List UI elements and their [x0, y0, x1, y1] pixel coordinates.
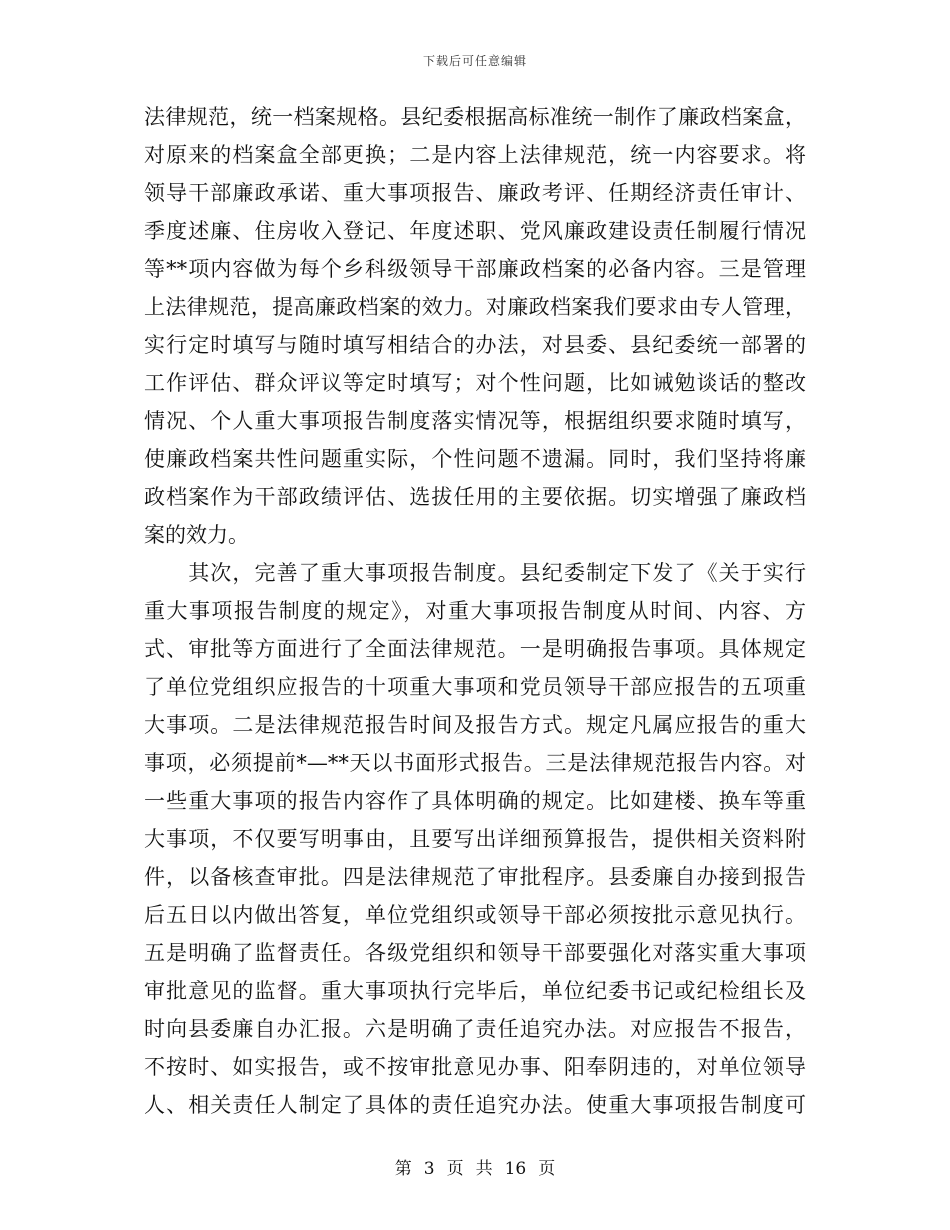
text-line: 等**项内容做为每个乡科级领导干部廉政档案的必备内容。三是管理 [144, 257, 806, 281]
page-footer [0, 1154, 950, 1179]
text-line: 法律规范，统一档案规格。县纪委根据高标准统一制作了廉政档案盒， [144, 105, 806, 129]
footer-suffix: 页 [538, 1159, 556, 1179]
text-line: 上法律规范，提高廉政档案的效力。对廉政档案我们要求由专人管理， [144, 295, 806, 319]
text-line: 一些重大事项的报告内容作了具体明确的规定。比如建楼、换车等重 [144, 789, 806, 813]
text-line: 不按时、如实报告，或不按审批意见办事、阳奉阴违的，对单位领导 [144, 1055, 806, 1079]
text-line: 领导干部廉政承诺、重大事项报告、廉政考评、任期经济责任审计、 [144, 181, 806, 205]
text-line: 审批意见的监督。重大事项执行完毕后，单位纪委书记或纪检组长及 [144, 979, 806, 1003]
text-line: 实行定时填写与随时填写相结合的办法，对县委、县纪委统一部署的 [144, 333, 806, 357]
page-number: 3 [423, 1159, 435, 1179]
text-line: 人、相关责任人制定了具体的责任追究办法。使重大事项报告制度可 [144, 1093, 806, 1117]
text-line: 后五日以内做出答复，单位党组织或领导干部必须按批示意见执行。 [144, 903, 806, 927]
text-line: 大事项，不仅要写明事由，且要写出详细预算报告，提供相关资料附 [144, 827, 806, 851]
text-line: 对原来的档案盒全部更换；二是内容上法律规范，统一内容要求。将 [144, 143, 806, 167]
text-line: 季度述廉、住房收入登记、年度述职、党风廉政建设责任制履行情况 [144, 219, 806, 243]
footer-total-prefix: 共 [475, 1159, 493, 1179]
document-body [144, 98, 806, 1124]
text-line: 情况、个人重大事项报告制度落实情况等，根据组织要求随时填写， [144, 409, 806, 433]
footer-prefix: 第 [394, 1159, 412, 1179]
text-line: 了单位党组织应报告的十项重大事项和党员领导干部应报告的五项重 [144, 675, 806, 699]
text-line: 大事项。二是法律规范报告时间及报告方式。规定凡属应报告的重大 [144, 713, 806, 737]
text-line: 案的效力。 [144, 523, 249, 547]
text-line: 使廉政档案共性问题重实际，个性问题不遗漏。同时，我们坚持将廉 [144, 447, 806, 471]
text-line: 其次，完善了重大事项报告制度。县纪委制定下发了《关于实行 [144, 561, 806, 585]
text-line: 件，以备核查审批。四是法律规范了审批程序。县委廉自办接到报告 [144, 865, 806, 889]
page-header: 下载后可任意编辑 [422, 54, 527, 68]
footer-middle: 页 [446, 1159, 464, 1179]
text-line: 重大事项报告制度的规定》，对重大事项报告制度从时间、内容、方 [144, 599, 806, 623]
text-line: 五是明确了监督责任。各级党组织和领导干部要强化对落实重大事项 [144, 941, 806, 965]
text-line: 时向县委廉自办汇报。六是明确了责任追究办法。对应报告不报告， [144, 1017, 806, 1041]
text-line: 政档案作为干部政绩评估、选拔任用的主要依据。切实增强了廉政档 [144, 485, 806, 509]
text-line: 工作评估、群众评议等定时填写；对个性问题，比如诫勉谈话的整改 [144, 371, 806, 395]
text-line: 式、审批等方面进行了全面法律规范。一是明确报告事项。具体规定 [144, 637, 806, 661]
text-line: 事项，必须提前*—**天以书面形式报告。三是法律规范报告内容。对 [144, 751, 806, 775]
total-pages: 16 [504, 1159, 527, 1179]
